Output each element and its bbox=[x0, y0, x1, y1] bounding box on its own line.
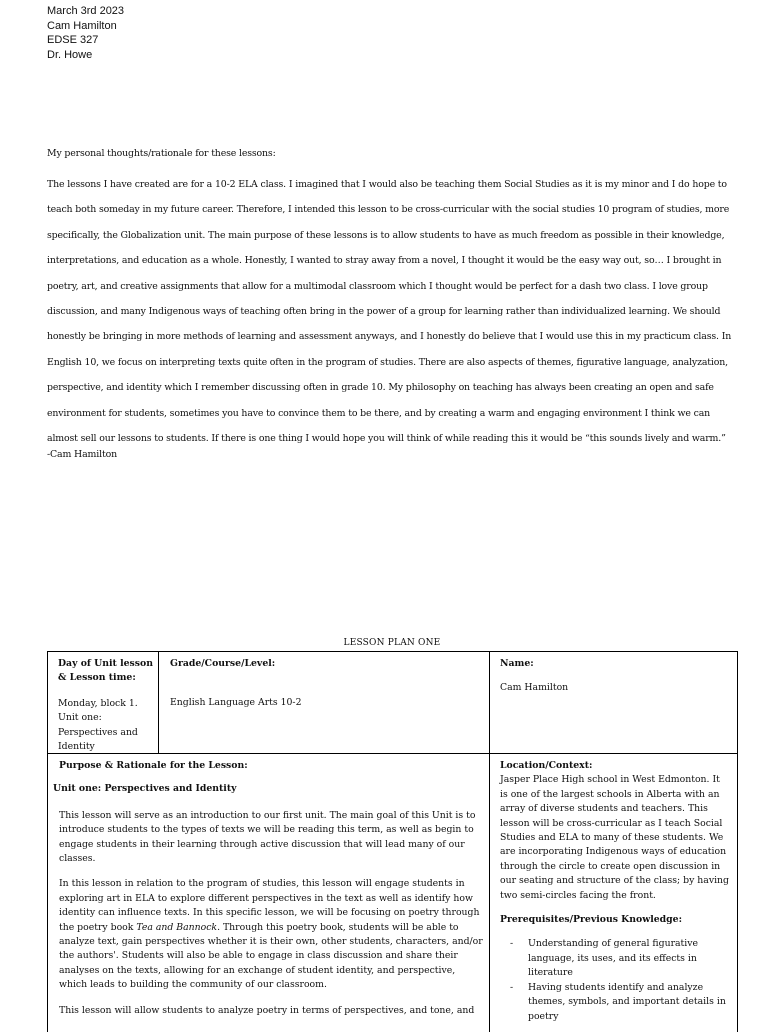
table-divider bbox=[489, 652, 490, 1032]
lesson-plan-table bbox=[47, 651, 738, 1032]
bullet-dash-icon: - bbox=[510, 981, 514, 993]
list-item bbox=[500, 981, 730, 1024]
bullet-dash-icon: - bbox=[510, 938, 514, 950]
header-author: Cam Hamilton bbox=[47, 19, 117, 32]
header-instructor: Dr. Howe bbox=[47, 48, 93, 61]
day-label: Day of Unit lesson & Lesson time: bbox=[58, 658, 153, 684]
purpose-paragraph-3: This lesson will allow students to analyze poetry in terms of perspectives, and tone, and bbox=[59, 1004, 475, 1016]
unit-value: Unit one: Perspectives and Identity bbox=[58, 712, 138, 753]
unit-label: Unit one: Perspectives and Identity bbox=[53, 783, 237, 795]
header-block bbox=[47, 4, 124, 62]
prereq-item-text: Having students identify and analyze themes, symbols, and important details in poetry bbox=[528, 981, 726, 1022]
location-label: Location/Context: bbox=[500, 760, 593, 771]
grade-value: English Language Arts 10-2 bbox=[170, 697, 302, 709]
location-value: Jasper Place High school in West Edmonton. It is one of the largest schools in Alberta with an array of diverse students and teachers. This lesson will be cross-curricular as I teach Social Studies and ELA to many of these students. We are incorporating Indigenous ways of education through the circle to create open discussion in our seating and structure of the class; by having two semi-circles facing the front. bbox=[500, 774, 729, 901]
name-cell bbox=[500, 657, 730, 696]
header-date: March 3rd 2023 bbox=[47, 5, 125, 17]
location-cell bbox=[500, 759, 730, 1024]
purpose-paragraph-2 bbox=[53, 877, 483, 992]
purpose-paragraph-2-a: In this lesson in relation to the program of studies, this lesson will engage students in exploring art in ELA to explore different perspectives in the text as well as identify how identity can influence texts. In this specific lesson, we will be focusing on poetry through the poetry book bbox=[59, 878, 480, 933]
rationale-section bbox=[47, 146, 737, 463]
purpose-label: Purpose & Rationale for the Lesson: bbox=[59, 760, 248, 771]
name-value: Cam Hamilton bbox=[500, 682, 569, 694]
rationale-heading: My personal thoughts/rationale for these lessons: bbox=[47, 148, 276, 159]
day-value: Monday, block 1. bbox=[58, 697, 138, 709]
purpose-paragraph-2-b: . Through this poetry book, students will be able to analyze text, gain perspectives whether it is their own, other students, characters, and/or the authors'. Students will also be able to engage in class discussion and share their analyses on the texts, allowing for an exchange of student identity, and perspective, which leads to building the community of our classroom. bbox=[59, 921, 483, 991]
list-item bbox=[500, 937, 730, 980]
prereq-list bbox=[500, 937, 730, 1023]
rationale-signature: -Cam Hamilton bbox=[47, 449, 117, 461]
grade-cell bbox=[170, 657, 480, 711]
grade-label: Grade/Course/Level: bbox=[170, 658, 276, 669]
day-cell bbox=[58, 657, 154, 754]
prereq-label: Prerequisites/Previous Knowledge: bbox=[500, 914, 683, 926]
lesson-plan-title: LESSON PLAN ONE bbox=[343, 638, 441, 648]
book-title: Tea and Bannock bbox=[136, 921, 218, 933]
table-divider bbox=[158, 652, 159, 754]
rationale-body: The lessons I have created are for a 10-2 ELA class. I imagined that I would also be teaching them Social Studies as it is my minor and I do hope to teach both someday in my future career. Therefore, I intended this lesson to be cross-curricular with the social studies 10 program of studies, more specifically, the Globalization unit. The main purpose of these lessons is to allow students to have as much freedom as possible in their knowledge, interpretations, and education as a whole. Honestly, I wanted to stray away from a novel, I thought it would be the easy way out, so… I brought in poetry, art, and creative assignments that allow for a multimodal classroom which I thought would be perfect for a dash two class. I love group discussion, and many Indigenous ways of teaching often bring in the power of a group for learning rather than individualized learning. We should honestly be bringing in more methods of learning and assessment anyways, and I honestly do believe that I would use this in my practicum class. In English 10, we focus on interpreting texts quite often in the program of studies. There are also aspects of themes, figurative language, analyzation, perspective, and identity which I remember discussing often in grade 10. My philosophy on teaching has always been creating an open and safe environment for students, sometimes you have to convince them to be there, and by creating a warm and engaging environment I think we can almost sell our lessons to students. If there is one thing I would hope you will think of while reading this it would be “this sounds lively and warm.” bbox=[47, 179, 732, 445]
prereq-item-text: Understanding of general figurative language, its uses, and its effects in literature bbox=[528, 938, 699, 979]
name-label: Name: bbox=[500, 658, 534, 669]
purpose-paragraph-1: This lesson will serve as an introduction to our first unit. The main goal of this Unit is to introduce students to the types of texts we will be reading this term, as well as begin to engage students in their learning through active discussion that will lead many of our classes. bbox=[59, 809, 476, 865]
header-course: EDSE 327 bbox=[47, 34, 99, 47]
purpose-cell bbox=[53, 759, 483, 1018]
